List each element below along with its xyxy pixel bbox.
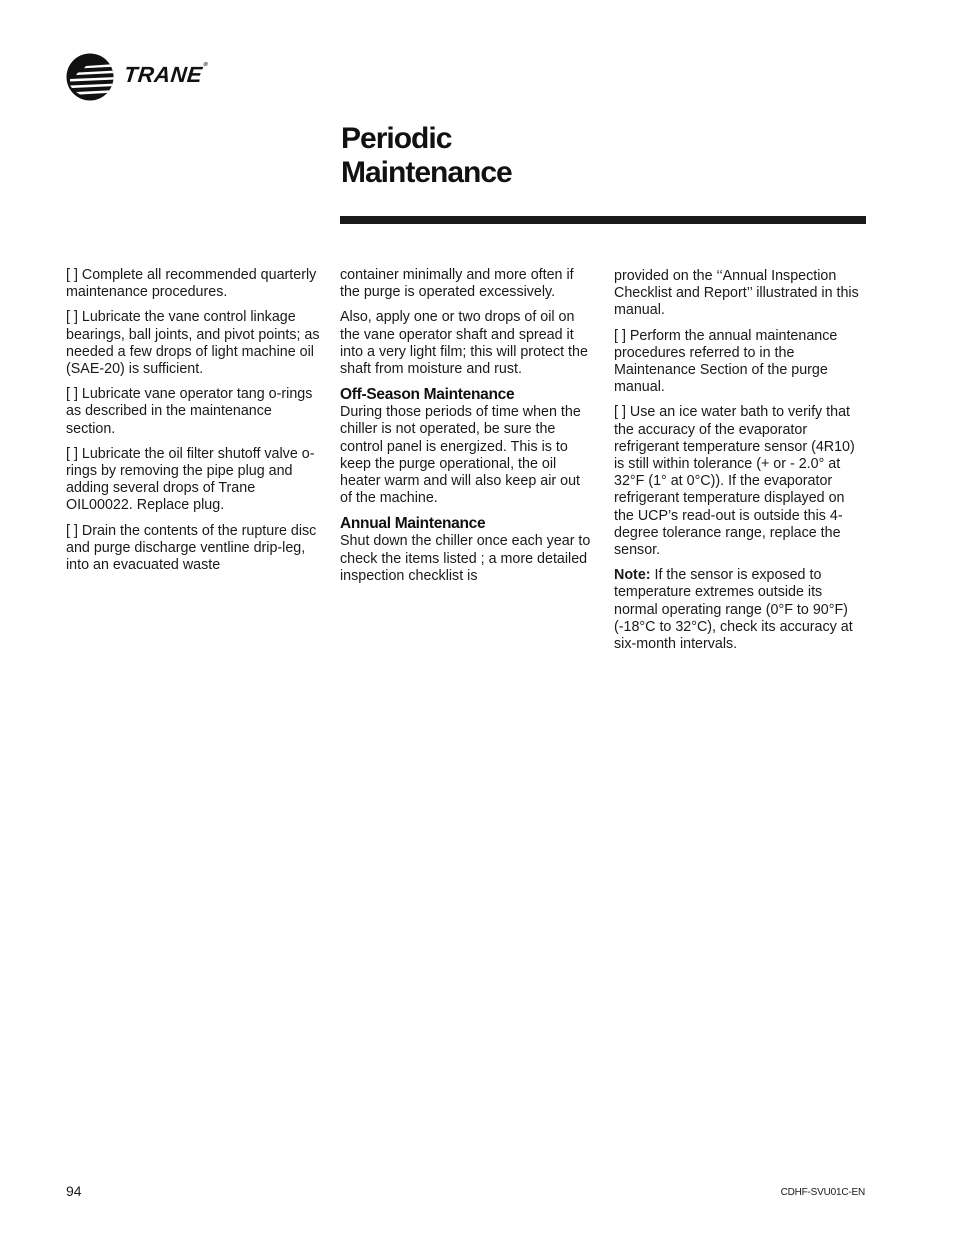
paragraph: [ ] Use an ice water bath to verify that the accuracy of the evaporator refrigerant temperature sensor (4R10) is still within tolerance (+ or - 2.0° at 32°F (1° at 0°C)). If the evaporator refrigerant temperature displayed on the UCP’s read-out is outside this 4-degree tolerance range, replace the sensor. bbox=[614, 404, 855, 559]
section-heading-annual: Annual Maintenance bbox=[340, 515, 486, 533]
note-text: If the sensor is exposed to temperature extremes outside its normal operating range (0°F to 90°F) (-18°C to 32°C), check its accuracy at six-month intervals. bbox=[614, 567, 853, 653]
paragraph: [ ] Lubricate the oil filter shutoff valve o-rings by removing the pipe plug and adding several drops of Trane OIL00022. Replace plug. bbox=[66, 445, 315, 514]
paragraph: [ ] Complete all recommended quarterly maintenance procedures. bbox=[66, 267, 317, 301]
paragraph: Also, apply one or two drops of oil on the vane operator shaft and spread it into a very light film; this will protect the shaft from moisture and rust. bbox=[340, 309, 588, 378]
paragraph: [ ] Lubricate the vane control linkage bearings, ball joints, and pivot points; as needed a few drops of light machine oil (SAE-20) is sufficient. bbox=[66, 309, 320, 378]
trane-logo bbox=[66, 53, 216, 101]
paragraph: During those periods of time when the chiller is not operated, be sure the control panel is energized. This is to keep the purge operational, the oil heater warm and will also keep air out of the machine. bbox=[340, 404, 581, 507]
text-column-3 bbox=[614, 268, 868, 661]
document-code: CDHF-SVU01C-EN bbox=[780, 1187, 865, 1198]
paragraph: container minimally and more often if the purge is operated excessively. bbox=[340, 267, 574, 301]
page-title-line2: Maintenance bbox=[341, 156, 512, 189]
title-rule-divider bbox=[340, 216, 866, 224]
note-label: Note: bbox=[614, 567, 651, 584]
trane-circle-logo-icon bbox=[66, 53, 116, 101]
note-paragraph bbox=[614, 567, 868, 653]
paragraph: [ ] Perform the annual maintenance procedures referred to in the Maintenance Section of the purge manual. bbox=[614, 327, 838, 396]
page-title bbox=[341, 122, 512, 190]
trane-wordmark: TRANE® bbox=[122, 62, 209, 87]
paragraph: Shut down the chiller once each year to check the items listed ; a more detailed inspection checklist is bbox=[340, 533, 591, 584]
paragraph: provided on the ‘‘Annual Inspection Checklist and Report’’ illustrated in this manual. bbox=[614, 268, 859, 319]
text-column-2 bbox=[340, 267, 594, 593]
page-title-line1: Periodic bbox=[341, 122, 452, 155]
section-heading-off-season: Off-Season Maintenance bbox=[340, 386, 515, 404]
text-column-1 bbox=[66, 267, 320, 582]
page-number: 94 bbox=[66, 1183, 82, 1199]
paragraph: [ ] Lubricate vane operator tang o-rings as described in the maintenance section. bbox=[66, 386, 313, 437]
paragraph: [ ] Drain the contents of the rupture disc and purge discharge ventline drip-leg, into an evacuated waste bbox=[66, 522, 317, 574]
